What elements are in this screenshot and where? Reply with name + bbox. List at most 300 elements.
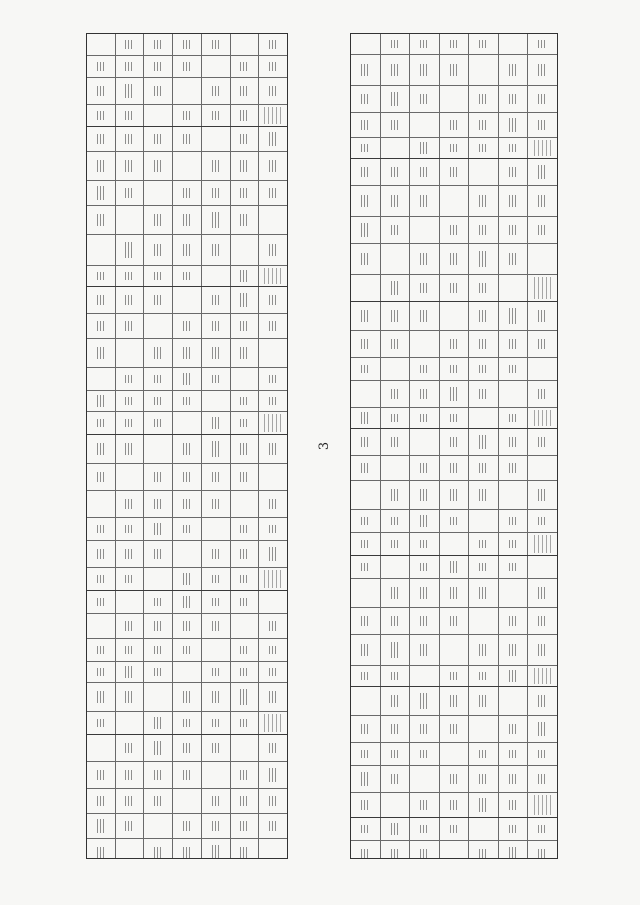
table-cell bbox=[469, 34, 499, 54]
table-cell bbox=[528, 113, 557, 137]
table-cell bbox=[528, 766, 557, 792]
table-cell bbox=[87, 839, 116, 859]
table-row bbox=[351, 331, 557, 358]
table-cell bbox=[231, 683, 260, 711]
table-cell bbox=[173, 206, 202, 234]
table-cell bbox=[469, 358, 499, 380]
table-row bbox=[351, 687, 557, 716]
table-cell bbox=[381, 55, 411, 85]
table-cell bbox=[499, 159, 529, 185]
table-cell bbox=[116, 127, 145, 151]
table-row bbox=[351, 510, 557, 533]
table-cell bbox=[499, 358, 529, 380]
table-cell bbox=[440, 186, 470, 216]
table-cell bbox=[410, 766, 440, 792]
table-cell bbox=[116, 152, 145, 180]
table-cell bbox=[381, 687, 411, 715]
table-cell bbox=[410, 113, 440, 137]
table-row bbox=[351, 635, 557, 666]
table-cell bbox=[144, 435, 173, 463]
table-cell bbox=[259, 105, 287, 126]
table-row bbox=[87, 639, 287, 662]
table-row bbox=[87, 735, 287, 762]
table-row bbox=[87, 105, 287, 126]
table-cell bbox=[499, 716, 529, 742]
table-row bbox=[87, 789, 287, 814]
table-cell bbox=[87, 639, 116, 661]
table-cell bbox=[116, 762, 145, 788]
table-row bbox=[351, 818, 557, 841]
table-cell bbox=[259, 266, 287, 286]
table-right-part bbox=[350, 33, 558, 859]
table-cell bbox=[116, 683, 145, 711]
table-cell bbox=[144, 491, 173, 517]
table-cell bbox=[440, 381, 470, 407]
table-cell bbox=[410, 635, 440, 665]
table-cell bbox=[469, 408, 499, 428]
table-cell bbox=[440, 818, 470, 840]
table-cell bbox=[440, 793, 470, 817]
table-row bbox=[87, 491, 287, 518]
table-cell bbox=[202, 614, 231, 638]
table-cell bbox=[499, 331, 529, 357]
table-cell bbox=[259, 339, 287, 367]
table-row bbox=[351, 841, 557, 859]
table-cell bbox=[381, 408, 411, 428]
table-cell bbox=[528, 34, 557, 54]
table-cell bbox=[351, 841, 381, 859]
table-row bbox=[351, 217, 557, 244]
table-cell bbox=[469, 456, 499, 480]
table-cell bbox=[469, 331, 499, 357]
table-cell bbox=[87, 541, 116, 567]
table-cell bbox=[231, 762, 260, 788]
table-cell bbox=[528, 579, 557, 607]
table-cell bbox=[202, 287, 231, 313]
table-cell bbox=[499, 186, 529, 216]
table-cell bbox=[116, 34, 145, 55]
table-cell bbox=[87, 435, 116, 463]
table-cell bbox=[440, 841, 470, 859]
table-cell bbox=[499, 687, 529, 715]
table-cell bbox=[440, 556, 470, 578]
table-row bbox=[351, 275, 557, 301]
table-cell bbox=[351, 635, 381, 665]
table-cell bbox=[116, 56, 145, 77]
table-cell bbox=[173, 683, 202, 711]
table-cell bbox=[499, 86, 529, 112]
table-cell bbox=[202, 314, 231, 338]
table-cell bbox=[144, 614, 173, 638]
table-cell bbox=[231, 568, 260, 590]
table-cell bbox=[202, 56, 231, 77]
table-cell bbox=[202, 735, 231, 761]
table-cell bbox=[259, 568, 287, 590]
table-cell bbox=[440, 408, 470, 428]
table-cell bbox=[440, 579, 470, 607]
table-cell bbox=[499, 381, 529, 407]
table-cell bbox=[231, 814, 260, 838]
table-cell bbox=[469, 556, 499, 578]
table-cell bbox=[351, 533, 381, 555]
table-cell bbox=[499, 138, 529, 158]
table-cell bbox=[116, 735, 145, 761]
table-cell bbox=[440, 481, 470, 509]
table-cell bbox=[469, 579, 499, 607]
table-cell bbox=[499, 55, 529, 85]
table-cell bbox=[231, 235, 260, 265]
table-cell bbox=[87, 464, 116, 490]
table-row bbox=[87, 181, 287, 206]
table-cell bbox=[528, 556, 557, 578]
table-row bbox=[87, 127, 287, 152]
table-cell bbox=[231, 368, 260, 390]
table-row bbox=[351, 793, 557, 817]
table-cell bbox=[116, 412, 145, 434]
table-cell bbox=[410, 716, 440, 742]
table-cell bbox=[381, 217, 411, 243]
table-cell bbox=[351, 793, 381, 817]
table-cell bbox=[259, 814, 287, 838]
table-row bbox=[351, 55, 557, 86]
table-cell bbox=[144, 568, 173, 590]
table-cell bbox=[259, 839, 287, 859]
table-row bbox=[87, 518, 287, 541]
table-cell bbox=[528, 666, 557, 686]
table-cell bbox=[351, 358, 381, 380]
table-cell bbox=[144, 639, 173, 661]
table-cell bbox=[469, 381, 499, 407]
table-cell bbox=[528, 793, 557, 817]
table-cell bbox=[528, 381, 557, 407]
table-cell bbox=[87, 789, 116, 813]
table-cell bbox=[116, 614, 145, 638]
table-cell bbox=[351, 138, 381, 158]
table-cell bbox=[116, 518, 145, 540]
table-cell bbox=[440, 533, 470, 555]
table-cell bbox=[259, 412, 287, 434]
table-cell bbox=[173, 235, 202, 265]
table-row bbox=[87, 391, 287, 412]
table-cell bbox=[381, 86, 411, 112]
table-row bbox=[87, 712, 287, 734]
table-cell bbox=[144, 839, 173, 859]
table-cell bbox=[231, 662, 260, 682]
table-row bbox=[87, 56, 287, 78]
table-cell bbox=[202, 639, 231, 661]
table-cell bbox=[499, 302, 529, 330]
table-cell bbox=[231, 412, 260, 434]
table-cell bbox=[202, 78, 231, 104]
table-cell bbox=[381, 456, 411, 480]
table-row bbox=[87, 412, 287, 434]
table-cell bbox=[351, 608, 381, 634]
table-cell bbox=[202, 266, 231, 286]
table-cell bbox=[469, 86, 499, 112]
table-cell bbox=[469, 429, 499, 455]
table-cell bbox=[202, 541, 231, 567]
table-row bbox=[87, 614, 287, 639]
table-cell bbox=[440, 766, 470, 792]
table-row bbox=[351, 138, 557, 158]
table-cell bbox=[173, 56, 202, 77]
table-row bbox=[351, 456, 557, 481]
table-cell bbox=[173, 464, 202, 490]
table-cell bbox=[231, 391, 260, 411]
table-cell bbox=[351, 86, 381, 112]
table-cell bbox=[351, 302, 381, 330]
table-cell bbox=[440, 429, 470, 455]
table-cell bbox=[116, 464, 145, 490]
table-cell bbox=[528, 481, 557, 509]
table-cell bbox=[87, 287, 116, 313]
table-cell bbox=[144, 412, 173, 434]
table-cell bbox=[87, 662, 116, 682]
table-cell bbox=[173, 789, 202, 813]
table-cell bbox=[351, 743, 381, 765]
table-cell bbox=[259, 639, 287, 661]
table-cell bbox=[351, 429, 381, 455]
table-row bbox=[351, 113, 557, 138]
table-row bbox=[87, 683, 287, 712]
table-cell bbox=[87, 34, 116, 55]
table-cell bbox=[259, 735, 287, 761]
table-cell bbox=[469, 138, 499, 158]
right-table-block bbox=[351, 555, 557, 686]
table-cell bbox=[173, 662, 202, 682]
table-cell bbox=[116, 541, 145, 567]
table-cell bbox=[499, 456, 529, 480]
table-cell bbox=[410, 481, 440, 509]
table-row bbox=[351, 244, 557, 275]
table-cell bbox=[528, 841, 557, 859]
table-row bbox=[351, 302, 557, 331]
table-cell bbox=[499, 608, 529, 634]
table-cell bbox=[173, 491, 202, 517]
table-cell bbox=[528, 358, 557, 380]
table-cell bbox=[528, 429, 557, 455]
table-cell bbox=[410, 408, 440, 428]
table-cell bbox=[202, 206, 231, 234]
table-cell bbox=[87, 339, 116, 367]
right-table-block bbox=[351, 428, 557, 555]
table-cell bbox=[469, 841, 499, 859]
table-cell bbox=[381, 358, 411, 380]
table-cell bbox=[410, 666, 440, 686]
table-cell bbox=[259, 127, 287, 151]
table-cell bbox=[173, 105, 202, 126]
table-cell bbox=[381, 481, 411, 509]
table-cell bbox=[231, 639, 260, 661]
left-table-block bbox=[87, 434, 287, 590]
table-cell bbox=[144, 152, 173, 180]
table-cell bbox=[381, 793, 411, 817]
table-row bbox=[351, 556, 557, 579]
table-cell bbox=[381, 818, 411, 840]
table-cell bbox=[410, 55, 440, 85]
table-cell bbox=[381, 533, 411, 555]
table-cell bbox=[440, 138, 470, 158]
table-cell bbox=[528, 86, 557, 112]
table-cell bbox=[440, 275, 470, 301]
table-cell bbox=[351, 244, 381, 274]
table-cell bbox=[259, 287, 287, 313]
table-cell bbox=[144, 266, 173, 286]
table-cell bbox=[202, 339, 231, 367]
table-cell bbox=[87, 105, 116, 126]
table-row bbox=[351, 381, 557, 408]
table-cell bbox=[259, 762, 287, 788]
table-cell bbox=[440, 86, 470, 112]
table-cell bbox=[528, 275, 557, 301]
table-cell bbox=[410, 841, 440, 859]
table-cell bbox=[231, 181, 260, 205]
table-cell bbox=[499, 34, 529, 54]
table-cell bbox=[381, 841, 411, 859]
table-cell bbox=[528, 743, 557, 765]
left-table-block bbox=[87, 286, 287, 434]
table-cell bbox=[116, 491, 145, 517]
table-cell bbox=[259, 683, 287, 711]
table-cell bbox=[202, 127, 231, 151]
table-cell bbox=[173, 518, 202, 540]
table-cell bbox=[259, 435, 287, 463]
table-cell bbox=[173, 435, 202, 463]
table-row bbox=[351, 358, 557, 381]
table-cell bbox=[440, 358, 470, 380]
table-cell bbox=[87, 762, 116, 788]
table-cell bbox=[259, 56, 287, 77]
table-cell bbox=[259, 464, 287, 490]
table-cell bbox=[202, 568, 231, 590]
table-cell bbox=[381, 429, 411, 455]
table-cell bbox=[87, 266, 116, 286]
table-cell bbox=[259, 181, 287, 205]
table-cell bbox=[173, 368, 202, 390]
table-cell bbox=[87, 491, 116, 517]
table-cell bbox=[440, 608, 470, 634]
table-cell bbox=[173, 614, 202, 638]
table-cell bbox=[231, 435, 260, 463]
table-cell bbox=[202, 464, 231, 490]
table-cell bbox=[351, 275, 381, 301]
table-cell bbox=[381, 331, 411, 357]
table-cell bbox=[469, 793, 499, 817]
table-cell bbox=[469, 217, 499, 243]
table-cell bbox=[116, 314, 145, 338]
table-cell bbox=[259, 614, 287, 638]
table-cell bbox=[469, 186, 499, 216]
table-cell bbox=[144, 206, 173, 234]
table-row bbox=[87, 591, 287, 614]
table-cell bbox=[381, 608, 411, 634]
table-cell bbox=[381, 556, 411, 578]
table-cell bbox=[469, 666, 499, 686]
table-cell bbox=[469, 687, 499, 715]
table-cell bbox=[144, 339, 173, 367]
table-cell bbox=[116, 206, 145, 234]
table-cell bbox=[469, 608, 499, 634]
table-cell bbox=[410, 159, 440, 185]
table-cell bbox=[410, 302, 440, 330]
table-row bbox=[87, 287, 287, 314]
table-row bbox=[87, 435, 287, 464]
table-cell bbox=[202, 435, 231, 463]
table-cell bbox=[469, 533, 499, 555]
table-cell bbox=[116, 839, 145, 859]
table-cell bbox=[87, 412, 116, 434]
table-cell bbox=[528, 533, 557, 555]
table-cell bbox=[469, 716, 499, 742]
table-cell bbox=[440, 302, 470, 330]
table-cell bbox=[116, 639, 145, 661]
table-row bbox=[87, 662, 287, 683]
table-cell bbox=[87, 78, 116, 104]
table-row bbox=[351, 666, 557, 686]
table-cell bbox=[144, 105, 173, 126]
table-cell bbox=[144, 56, 173, 77]
table-cell bbox=[499, 579, 529, 607]
table-cell bbox=[351, 481, 381, 509]
table-cell bbox=[351, 34, 381, 54]
table-cell bbox=[87, 235, 116, 265]
table-cell bbox=[173, 181, 202, 205]
table-row bbox=[87, 235, 287, 266]
table-cell bbox=[410, 818, 440, 840]
table-cell bbox=[259, 206, 287, 234]
table-cell bbox=[231, 712, 260, 734]
table-cell bbox=[231, 541, 260, 567]
table-row bbox=[351, 533, 557, 555]
table-cell bbox=[202, 712, 231, 734]
table-cell bbox=[351, 55, 381, 85]
table-cell bbox=[144, 391, 173, 411]
table-row bbox=[87, 339, 287, 368]
table-cell bbox=[144, 464, 173, 490]
table-cell bbox=[381, 186, 411, 216]
table-cell bbox=[202, 518, 231, 540]
table-cell bbox=[440, 456, 470, 480]
table-cell bbox=[202, 789, 231, 813]
table-cell bbox=[381, 666, 411, 686]
table-cell bbox=[116, 339, 145, 367]
table-cell bbox=[410, 687, 440, 715]
table-row bbox=[351, 159, 557, 186]
table-cell bbox=[144, 541, 173, 567]
table-row bbox=[87, 568, 287, 590]
table-row bbox=[87, 762, 287, 789]
table-cell bbox=[231, 518, 260, 540]
table-cell bbox=[351, 556, 381, 578]
table-cell bbox=[173, 339, 202, 367]
table-cell bbox=[351, 687, 381, 715]
table-cell bbox=[410, 275, 440, 301]
table-cell bbox=[231, 34, 260, 55]
table-cell bbox=[410, 34, 440, 54]
table-cell bbox=[144, 368, 173, 390]
table-cell bbox=[173, 314, 202, 338]
right-table-block bbox=[351, 686, 557, 817]
table-cell bbox=[116, 78, 145, 104]
table-cell bbox=[528, 456, 557, 480]
left-table-block bbox=[87, 126, 287, 286]
table-cell bbox=[116, 712, 145, 734]
table-cell bbox=[440, 635, 470, 665]
table-cell bbox=[202, 683, 231, 711]
table-cell bbox=[469, 818, 499, 840]
table-cell bbox=[259, 518, 287, 540]
table-cell bbox=[173, 287, 202, 313]
